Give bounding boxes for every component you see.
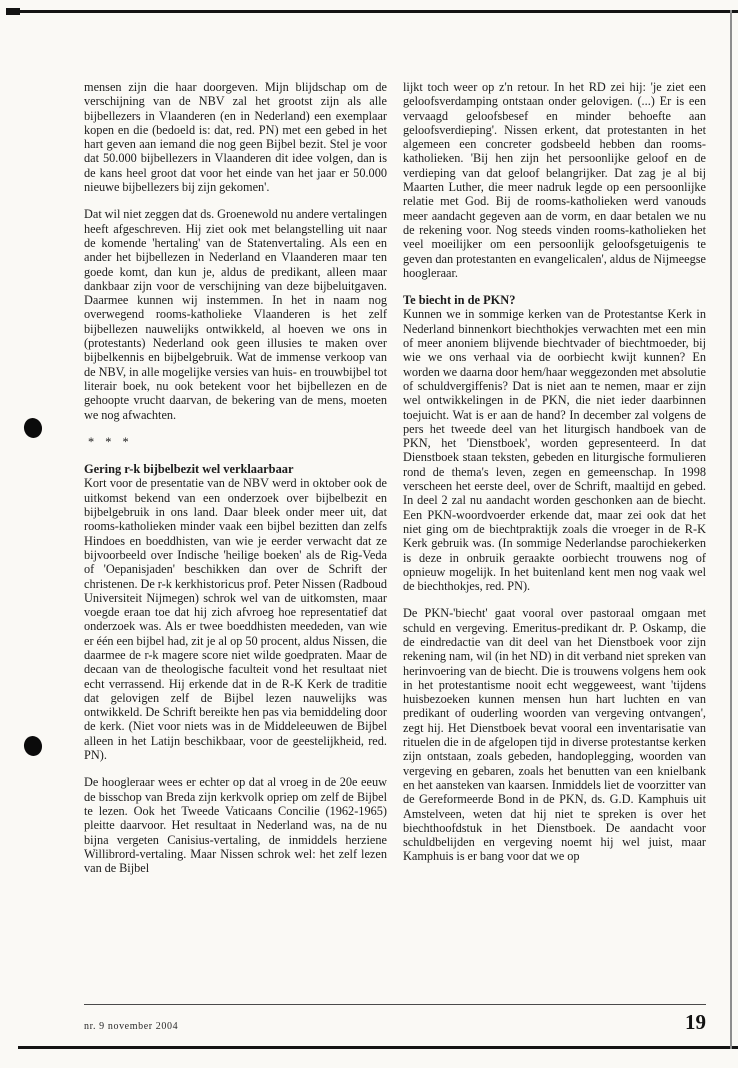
page-body [84, 80, 706, 888]
paragraph: mensen zijn die haar doorgeven. Mijn blijdschap om de verschijning van de NBV zal het grootst zijn als alle bijbellezers in Vlaanderen (en in Nederland) een exemplaar kopen en die (bedoeld is: dat, red. PN) met een gebed in het hart geven aan iemand die nog geen Bijbel bezit. Stel je voor dat 50.000 bijbellezers in Vlaanderen dit idee volgen, dan is de kans heel groot dat voor het einde van het jaar er 50.000 nieuwe bijbellezers bij zijn gekomen'. [84, 80, 387, 195]
paragraph: Dat wil niet zeggen dat ds. Groenewold nu andere vertalingen heeft afgeschreven. Hij ziet ook met belangstelling uit naar de komende 'hertaling' van de Statenvertaling. Als een en ander het bijbellezen in Nederland en Vlaanderen maar ten goede komt, dan kun je, aldus de predikant, alleen maar dankbaar zijn voor de verschijning van deze bijbeluitgaven. Daarmee kunnen wij instemmen. In het in naam nog overwegend rooms-katholieke Vlaanderen is het zelf bijbellezen nauwelijks ontwikkeld, al hoeven we ons in (protestants) Nederland ook geen illusies te maken over bijbelkennis en bijbelgebruik. Wat de immense verkoop van de NBV, in alle mogelijke versies van huis- en trouwbijbel tot literair boek, nu ook betekent voor het bijbellezen en de gehoopte vrucht daarvan, de bekering van de mens, moeten we nog afwachten. [84, 207, 387, 422]
scan-edge-top [6, 10, 738, 13]
column-right [403, 80, 706, 888]
paragraph: lijkt toch weer op z'n retour. In het RD zei hij: 'je ziet een geloofsverdamping ontstaan onder gelovigen. (...) Er is een vervaagd geloofsbesef en minder behoefte aan geloofsverdieping'. Nissen erkent, dat protestanten in het algemeen een concreter godsbeeld hebben dan rooms-katholieken. 'Bij hen zijn het persoonlijke geloof en de verdieping van dat geloof belangrijker. Dat zag je al bij Maarten Luther, die meer nadruk legde op een persoonlijke relatie met God. Bij de rooms-katholieken werd vanouds meer aandacht gegeven aan de vorm, en daar betalen we nu de rekening voor. Nog steeds vinden rooms-katholieken het veel moeilijker om een persoonlijk geloofsgetuigenis te geven dan protestanten en evangelicalen', aldus de Nijmeegse hoogleraar. [403, 80, 706, 280]
footer-issue: nr. 9 november 2004 [84, 1021, 179, 1032]
punch-hole-bottom [22, 734, 44, 757]
paragraph: Kort voor de presentatie van de NBV werd in oktober ook de uitkomst bekend van een onderzoek over bijbelbezit en bijbelgebruik in ons land. Daar bleek onder meer uit, dat rooms-katholieken minder vaak een bijbel bezitten dan zelfs Hindoes en boeddhisten, van wie je eerder verwacht dat ze bijvoorbeeld over Indische 'heilige boeken' als de Rig-Veda of 'Oepanisjaden' beschikken dan over de Schrift der christenen. De r-k kerkhistoricus prof. Peter Nissen (Radboud Universiteit Nijmegen) schrok wel van de uitkomsten, maar voegde eraan toe dat hij zich afvroeg hoe representatief dat onderzoek was. Als er twee boeddhisten meededen, van wie er één een bijbel had, zit je al op 50 procent, aldus Nissen, die daarmee de r-k magere score niet wilde goedpraten. Maar de decaan van de theologische faculteit vond het resultaat niet echt verrassend. Hij erkende dat in de R-K Kerk de traditie dat gelovigen zelf de Bijbel lezen nauwelijks was ontwikkeld. De Schrift bereikte hen pas via bemiddeling door de kerk. (Niet voor niets was in de Middeleeuwen de Bijbel alleen in het Latijn beschikbaar, voor de geestelijkheid, red. PN). [84, 476, 387, 763]
punch-hole-top [22, 416, 44, 439]
asterisk-separator: * * * [88, 434, 133, 449]
scan-edge-bottom [18, 1046, 738, 1049]
footer-page-number: 19 [685, 1010, 706, 1034]
column-left [84, 80, 387, 888]
section-heading: Te biecht in de PKN? [403, 293, 516, 308]
footer-rule [84, 1004, 706, 1005]
paragraph: De hoogleraar wees er echter op dat al vroeg in de 20e eeuw de bisschop van Breda zijn kerkvolk opriep om zelf de Bijbel te lezen. Ook het Tweede Vaticaans Concilie (1962-1965) pleitte daarvoor. Het resultaat in Nederland was, na de nu bijna vergeten Canisius-vertaling, de inmiddels herziene Willibrord-vertaling. Maar Nissen schrok wel: het zelf lezen van de Bijbel [84, 775, 387, 876]
scan-edge-right [730, 10, 732, 1049]
paragraph: Kunnen we in sommige kerken van de Protestantse Kerk in Nederland binnenkort biechthokjes verwachten met een min of meer anoniem blijvende biechtvader of biechtmoeder, bij wie we ons verhaal via de oorbiecht kwijt kunnen? En worden we daarna door hem/haar weggezonden met absolutie of schuldvergiffenis? Dat is niet aan te nemen, maar er zijn wel ontwikkelingen in de PKN, die niet ieder daarbinnen toejuicht. Wat is er aan de hand? In december zal volgens de pers het tweede deel van het liturgisch handboek van de PKN, het 'Dienstboek', worden gepresenteerd. In dat Dienstboek staan teksten, gebeden en liturgische formulieren rond de thema's leven, zegen en gemeenschap. In 1998 verscheen het eerste deel, over de Schrift, maaltijd en gebed. In deel 2 zal nu aandacht worden geschonken aan de biecht. Een PKN-woordvoerder erkende dat, maar zei ook dat het niet ging om de biechtpraktijk zoals die vroeger in de R-K Kerk gebruik was. (In sommige Nederlandse parochiekerken is deze in onbruik geraakte oorbiecht trouwens nog of opnieuw mogelijk. In het buitenland kent men nog vaak wel de biechthokjes, red. PN). [403, 307, 706, 594]
section-heading: Gering r-k bijbelbezit wel verklaarbaar [84, 462, 294, 477]
footer [84, 1010, 706, 1035]
paragraph: De PKN-'biecht' gaat vooral over pastoraal omgaan met schuld en vergeving. Emeritus-predikant dr. P. Oskamp, die de eindredactie van dit deel van het Dienstboek voor zijn rekening nam, wil (in het ND) in dit verband niet spreken van herinvoering van de biecht. Die is trouwens volgens hem ook in het protestantisme nooit echt weggeweest, want 'tijdens huisbezoeken kunnen mensen hun hart luchten en van predikant of ouderling woorden van vergeving ontvangen', zegt hij. Het Dienstboek bevat vooral een inventarisatie van rituelen die in de afgelopen tijd in diverse protestantse kerken zijn ontstaan, zoals gebeden, handoplegging, woorden van vergeving en gebaren, zoals het benutten van een knielbank en het aansteken van kaarsen. Inmiddels liet de voorzitter van de Gereformeerde Bond in de PKN, ds. G.D. Kamphuis uit Amstelveen, weten dat hij niet te spreken is over het biechthoofdstuk in het Dienstboek. De aandacht voor schuldbelijden en vergeving noemt hij wel juist, maar Kamphuis is er bang voor dat we op [403, 606, 706, 864]
